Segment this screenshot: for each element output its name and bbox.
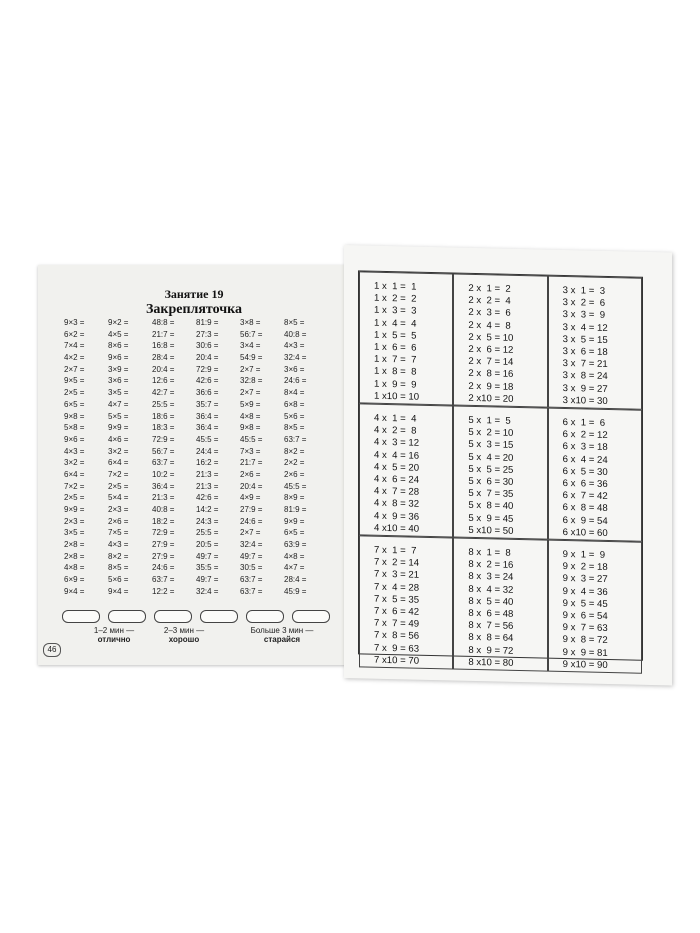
- rating-grade: старайся: [263, 635, 301, 644]
- multiplication-fact: 1 x 6 = 6: [374, 341, 417, 354]
- drill-problem: 24:6 =: [152, 563, 175, 573]
- drill-problem: 20:4 =: [152, 364, 175, 374]
- drill-problem: 7×2 =: [108, 469, 129, 479]
- multiplication-fact: 3 x10 = 30: [562, 394, 608, 407]
- multiplication-fact: 1 x 7 = 7: [374, 353, 417, 366]
- drill-problem: 5×5 =: [108, 411, 129, 421]
- drill-problem: 63:7 =: [152, 575, 175, 585]
- drill-problem: 7×5 =: [108, 528, 129, 538]
- drill-problem: 81:9 =: [196, 318, 219, 327]
- drill-problem: 8×2 =: [108, 551, 129, 561]
- multiplication-fact: 9 x10 = 90: [562, 658, 608, 671]
- drill-problem: 36:4 =: [152, 481, 175, 491]
- answer-box: [108, 610, 146, 623]
- drill-problem: 2×7 =: [240, 364, 261, 374]
- drill-problem: 8×2 =: [284, 446, 305, 456]
- drill-exercise-grid: [64, 317, 328, 607]
- multiplication-block: [453, 406, 547, 540]
- drill-problem: 5×6 =: [284, 411, 305, 421]
- multiplication-fact: 4 x 6 = 24: [374, 473, 420, 486]
- page-number: 46: [43, 643, 61, 657]
- drill-problem: 2×5 =: [64, 493, 85, 503]
- drill-problem: 3×9 =: [108, 364, 129, 374]
- drill-problem: 9×9 =: [108, 423, 129, 433]
- multiplication-fact: 3 x 4 = 12: [562, 321, 608, 334]
- multiplication-fact: 9 x 2 = 18: [562, 561, 608, 574]
- drill-problem: 27:3 =: [196, 329, 219, 339]
- drill-problem: 40:8 =: [284, 329, 307, 339]
- multiplication-fact: 9 x 3 = 27: [562, 573, 608, 586]
- multiplication-fact: 6 x10 = 60: [562, 526, 608, 539]
- multiplication-fact: 7 x10 = 70: [374, 654, 420, 667]
- multiplication-fact: 8 x 6 = 48: [468, 607, 514, 620]
- multiplication-fact: 6 x 3 = 18: [562, 441, 608, 454]
- rating-grade: отлично: [97, 635, 131, 644]
- drill-problem: 32:8 =: [240, 376, 263, 386]
- multiplication-fact: 4 x 4 = 16: [374, 449, 420, 462]
- drill-problem: 45:9 =: [284, 586, 307, 596]
- drill-problem: 72:9 =: [196, 364, 219, 374]
- drill-problem: 3×2 =: [108, 446, 129, 456]
- drill-problem: 3×8 =: [240, 318, 261, 327]
- drill-problem: 24:4 =: [196, 446, 219, 456]
- multiplication-fact: 2 x 9 = 18: [468, 380, 514, 393]
- drill-problem: 45:5 =: [240, 434, 263, 444]
- drill-problem: 21:7 =: [240, 458, 263, 468]
- drill-problem: 5×4 =: [108, 493, 129, 503]
- drill-problem: 6×2 =: [64, 329, 85, 339]
- multiplication-block: [453, 538, 547, 672]
- answer-box: [292, 610, 330, 623]
- drill-problem: 2×3 =: [108, 505, 129, 514]
- multiplication-fact: 5 x 9 = 45: [468, 512, 514, 525]
- multiplication-fact: 3 x 7 = 21: [562, 358, 608, 371]
- multiplication-fact: 7 x 2 = 14: [374, 556, 420, 569]
- multiplication-fact: 2 x 6 = 12: [468, 343, 514, 356]
- multiplication-fact: 9 x 9 = 81: [562, 646, 608, 659]
- multiplication-fact: 6 x 6 = 36: [562, 478, 608, 491]
- drill-problem: 9×6 =: [108, 353, 129, 363]
- multiplication-fact: 5 x 1 = 5: [468, 414, 511, 427]
- drill-problem: 9×9 =: [64, 505, 85, 514]
- multiplication-fact: 6 x 1 = 6: [562, 416, 606, 429]
- drill-problem: 63:7 =: [152, 458, 175, 468]
- multiplication-fact: 2 x 7 = 14: [468, 356, 514, 369]
- drill-problem: 9×4 =: [64, 586, 85, 596]
- drill-problem: 4×3 =: [64, 446, 85, 456]
- multiplication-fact: 7 x 1 = 7: [374, 544, 417, 557]
- drill-problem: 49:7 =: [240, 551, 263, 561]
- drill-problem: 36:4 =: [196, 411, 219, 421]
- drill-problem: 8×6 =: [108, 341, 129, 351]
- drill-problem: 18:2 =: [152, 516, 175, 526]
- answer-box: [62, 610, 100, 623]
- drill-problem: 4×3 =: [108, 540, 129, 550]
- drill-problem: 3×6 =: [284, 364, 305, 374]
- drill-problem: 8×5 =: [284, 318, 305, 327]
- multiplication-fact: 7 x 8 = 56: [374, 630, 420, 643]
- multiplication-fact: 8 x 4 = 32: [468, 583, 514, 596]
- drill-problem: 6×9 =: [64, 575, 85, 585]
- drill-problem: 35:7 =: [196, 399, 219, 409]
- drill-problem: 42:6 =: [196, 376, 219, 386]
- drill-problem: 2×7 =: [240, 528, 261, 538]
- multiplication-fact: 1 x 5 = 5: [374, 329, 417, 342]
- drill-problem: 63:7 =: [284, 434, 307, 444]
- multiplication-block: [453, 273, 547, 407]
- drill-problem: 21:3 =: [152, 493, 175, 503]
- multiplication-fact: 8 x 2 = 16: [468, 559, 514, 572]
- drill-problem: 9×8 =: [240, 423, 261, 433]
- multiplication-fact: 2 x10 = 20: [468, 392, 514, 405]
- multiplication-fact: 2 x 2 = 4: [468, 295, 511, 307]
- drill-problem: 9×4 =: [108, 586, 129, 596]
- multiplication-fact: 8 x 9 = 72: [468, 644, 514, 657]
- multiplication-fact: 1 x 8 = 8: [374, 366, 417, 379]
- rating-good: [154, 626, 214, 644]
- drill-problem: 21:3 =: [196, 469, 219, 479]
- drill-problem: 16:2 =: [196, 458, 219, 468]
- drill-problem: 6×5 =: [284, 528, 305, 538]
- drill-problem: 2×2 =: [284, 458, 305, 468]
- drill-problem: 3×5 =: [108, 388, 129, 398]
- drill-problem: 49:7 =: [196, 551, 219, 561]
- drill-problem: 4×8 =: [64, 563, 85, 573]
- drill-problem: 9×8 =: [64, 411, 85, 421]
- drill-problem: 81:9 =: [284, 505, 307, 514]
- drill-problem: 9×6 =: [64, 434, 85, 444]
- drill-problem: 2×7 =: [240, 388, 261, 398]
- drill-problem: 56:7 =: [152, 446, 175, 456]
- drill-problem: 63:7 =: [240, 586, 263, 596]
- drill-problem: 25:5 =: [152, 399, 175, 409]
- drill-problem: 14:2 =: [196, 505, 219, 514]
- drill-problem: 28:4 =: [152, 353, 175, 363]
- multiplication-fact: 2 x 3 = 6: [468, 307, 511, 320]
- multiplication-fact: 5 x 7 = 35: [468, 488, 514, 501]
- multiplication-fact: 5 x10 = 50: [468, 524, 514, 537]
- drill-problem: 16:8 =: [152, 341, 175, 351]
- drill-problem: 40:8 =: [152, 505, 175, 514]
- drill-problem: 4×7 =: [284, 563, 305, 573]
- multiplication-fact: 8 x 1 = 8: [468, 546, 511, 559]
- drill-problem: 4×5 =: [108, 329, 129, 339]
- multiplication-fact: 1 x 9 = 9: [374, 378, 417, 391]
- drill-problem: 21:3 =: [196, 481, 219, 491]
- drill-problem: 27:9 =: [240, 505, 263, 514]
- multiplication-fact: 9 x 4 = 36: [562, 585, 608, 598]
- multiplication-fact: 9 x 7 = 63: [562, 622, 608, 635]
- multiplication-fact: 7 x 9 = 63: [374, 642, 420, 655]
- drill-problem: 9×5 =: [64, 376, 85, 386]
- drill-problem: 20:5 =: [196, 540, 219, 550]
- drill-problem: 63:9 =: [284, 540, 307, 550]
- multiplication-fact: 1 x 4 = 4: [374, 317, 417, 330]
- multiplication-fact: 2 x 8 = 16: [468, 368, 514, 381]
- multiplication-fact: 3 x 8 = 24: [562, 370, 608, 383]
- multiplication-fact: 7 x 6 = 42: [374, 605, 420, 618]
- drill-problem: 9×9 =: [284, 516, 305, 526]
- drill-problem: 2×8 =: [64, 540, 85, 550]
- drill-problem: 3×5 =: [64, 528, 85, 538]
- multiplication-fact: 1 x10 = 10: [374, 390, 420, 403]
- multiplication-fact: 4 x 3 = 12: [374, 437, 420, 450]
- left-page: [38, 265, 350, 665]
- drill-problem: 2×7 =: [64, 364, 85, 374]
- multiplication-fact: 6 x 5 = 30: [562, 465, 608, 478]
- drill-problem: 45:5 =: [284, 481, 307, 491]
- multiplication-fact: 6 x 2 = 12: [562, 429, 608, 442]
- multiplication-block: [548, 540, 642, 674]
- drill-problem: 24:3 =: [196, 516, 219, 526]
- multiplication-block: [359, 535, 453, 669]
- multiplication-fact: 7 x 7 = 49: [374, 617, 420, 630]
- multiplication-block: [359, 271, 453, 405]
- multiplication-fact: 3 x 3 = 9: [562, 309, 606, 322]
- drill-problem: 56:7 =: [240, 329, 263, 339]
- multiplication-fact: 8 x 8 = 64: [468, 632, 514, 645]
- drill-problem: 7×4 =: [64, 341, 85, 351]
- drill-problem: 7×3 =: [240, 446, 261, 456]
- multiplication-fact: 9 x 8 = 72: [562, 634, 608, 647]
- multiplication-fact: 8 x10 = 80: [468, 656, 514, 669]
- drill-problem: 4×7 =: [108, 399, 129, 409]
- drill-problem: 36:6 =: [196, 388, 219, 398]
- drill-problem: 18:6 =: [152, 411, 175, 421]
- multiplication-fact: 8 x 3 = 24: [468, 571, 514, 584]
- multiplication-block: [548, 408, 642, 542]
- drill-problem: 6×4 =: [108, 458, 129, 468]
- drill-problem: 25:5 =: [196, 528, 219, 538]
- drill-problem: 4×8 =: [284, 551, 305, 561]
- drill-problem: 10:2 =: [152, 469, 175, 479]
- multiplication-fact: 5 x 2 = 10: [468, 427, 514, 440]
- multiplication-fact: 5 x 5 = 25: [468, 463, 514, 476]
- drill-problem: 2×6 =: [284, 469, 305, 479]
- drill-problem: 4×3 =: [284, 341, 305, 351]
- multiplication-fact: 3 x 1 = 3: [562, 284, 606, 297]
- multiplication-fact: 4 x10 = 40: [374, 522, 420, 535]
- drill-problem: 54:9 =: [240, 353, 263, 363]
- drill-problem: 2×5 =: [108, 481, 129, 491]
- drill-problem: 21:7 =: [152, 329, 175, 339]
- drill-problem: 4×2 =: [64, 353, 85, 363]
- drill-problem: 2×8 =: [64, 551, 85, 561]
- drill-problem: 4×9 =: [240, 493, 261, 503]
- multiplication-fact: 6 x 9 = 54: [562, 514, 608, 527]
- multiplication-fact: 3 x 2 = 6: [562, 297, 606, 310]
- drill-problem: 12:2 =: [152, 586, 175, 596]
- rating-try-harder: [236, 626, 328, 644]
- drill-problem: 3×6 =: [108, 376, 129, 386]
- drill-problem: 42:6 =: [196, 493, 219, 503]
- multiplication-fact: 9 x 6 = 54: [562, 610, 608, 623]
- drill-problem: 3×2 =: [64, 458, 85, 468]
- multiplication-fact: 9 x 5 = 45: [562, 597, 608, 610]
- drill-problem: 18:3 =: [152, 423, 175, 433]
- rating-excellent: [86, 626, 142, 644]
- multiplication-block: [548, 276, 642, 410]
- multiplication-fact: 7 x 5 = 35: [374, 593, 420, 606]
- multiplication-fact: 4 x 7 = 28: [374, 485, 420, 498]
- drill-problem: 8×5 =: [108, 563, 129, 573]
- drill-problem: 2×5 =: [64, 388, 85, 398]
- multiplication-fact: 2 x 5 = 10: [468, 331, 514, 344]
- drill-problem: 20:4 =: [196, 353, 219, 363]
- multiplication-fact: 6 x 4 = 24: [562, 453, 608, 466]
- drill-problem: 32:4 =: [240, 540, 263, 550]
- multiplication-fact: 9 x 1 = 9: [562, 549, 606, 561]
- multiplication-fact: 4 x 5 = 20: [374, 461, 420, 474]
- multiplication-fact: 2 x 1 = 2: [468, 282, 511, 295]
- drill-problem: 5×6 =: [108, 575, 129, 585]
- drill-problem: 3×4 =: [240, 341, 261, 351]
- drill-problem: 45:5 =: [196, 434, 219, 444]
- rating-time: 1–2 мин —: [93, 626, 135, 635]
- multiplication-block: [359, 403, 453, 537]
- drill-problem: 27:9 =: [152, 540, 175, 550]
- drill-problem: 30:5 =: [240, 563, 263, 573]
- drill-problem: 42:7 =: [152, 388, 175, 398]
- multiplication-fact: 2 x 4 = 8: [468, 319, 511, 332]
- multiplication-fact: 8 x 7 = 56: [468, 620, 514, 633]
- multiplication-fact: 7 x 4 = 28: [374, 581, 420, 594]
- drill-problem: 2×3 =: [64, 516, 85, 526]
- rating-time: Больше 3 мин —: [250, 626, 314, 635]
- drill-problem: 35:5 =: [196, 563, 219, 573]
- drill-problem: 12:6 =: [152, 376, 175, 386]
- multiplication-fact: 4 x 2 = 8: [374, 424, 417, 437]
- drill-problem: 28:4 =: [284, 575, 307, 585]
- drill-problem: 6×5 =: [64, 399, 85, 409]
- drill-problem: 63:7 =: [240, 575, 263, 585]
- multiplication-fact: 5 x 3 = 15: [468, 439, 514, 452]
- multiplication-fact: 8 x 5 = 40: [468, 595, 514, 608]
- rating-time: 2–3 мин —: [163, 626, 205, 635]
- drill-problem: 32:4 =: [284, 353, 307, 363]
- drill-problem: 5×9 =: [240, 399, 261, 409]
- drill-problem: 7×2 =: [64, 481, 85, 491]
- multiplication-fact: 4 x 9 = 36: [374, 510, 420, 523]
- drill-problem: 8×5 =: [284, 423, 305, 433]
- drill-problem: 30:6 =: [196, 341, 219, 351]
- multiplication-fact: 7 x 3 = 21: [374, 569, 420, 582]
- multiplication-fact: 5 x 4 = 20: [468, 451, 514, 464]
- drill-problem: 8×4 =: [284, 388, 305, 398]
- right-page: [344, 245, 672, 685]
- multiplication-fact: 6 x 8 = 48: [562, 502, 608, 515]
- answer-box: [246, 610, 284, 623]
- lesson-subtitle: Закрепляточка: [145, 302, 243, 317]
- drill-problem: 2×6 =: [240, 469, 261, 479]
- multiplication-fact: 5 x 6 = 30: [468, 475, 514, 488]
- drill-problem: 4×6 =: [108, 434, 129, 444]
- drill-problem: 48:8 =: [152, 318, 175, 327]
- multiplication-fact: 4 x 8 = 32: [374, 498, 420, 511]
- drill-problem: 4×8 =: [240, 411, 261, 421]
- lesson-title: Занятие 19: [164, 287, 224, 301]
- drill-problem: 6×4 =: [64, 469, 85, 479]
- drill-problem: 5×8 =: [64, 423, 85, 433]
- drill-problem: 8×9 =: [284, 493, 305, 503]
- multiplication-fact: 3 x 6 = 18: [562, 345, 608, 359]
- drill-problem: 72:9 =: [152, 528, 175, 538]
- drill-problem: 20:4 =: [240, 481, 263, 491]
- drill-problem: 27:9 =: [152, 551, 175, 561]
- drill-problem: 36:4 =: [196, 423, 219, 433]
- multiplication-fact: 4 x 1 = 4: [374, 412, 417, 425]
- multiplication-fact: 6 x 7 = 42: [562, 490, 608, 503]
- drill-problem: 49:7 =: [196, 575, 219, 585]
- multiplication-fact: 1 x 1 = 1: [374, 280, 417, 293]
- multiplication-fact: 5 x 8 = 40: [468, 500, 514, 513]
- answer-box: [154, 610, 192, 623]
- drill-problem: 72:9 =: [152, 434, 175, 444]
- multiplication-fact: 1 x 3 = 3: [374, 305, 417, 318]
- rating-grade: хорошо: [168, 635, 200, 644]
- drill-problem: 9×3 =: [64, 318, 85, 327]
- drill-problem: 32:4 =: [196, 586, 219, 596]
- multiplication-fact: 3 x 5 = 15: [562, 333, 608, 346]
- drill-problem: 6×8 =: [284, 399, 305, 409]
- drill-problem: 2×6 =: [108, 516, 129, 526]
- drill-problem: 24:6 =: [284, 376, 307, 386]
- answer-box: [200, 610, 238, 623]
- multiplication-table: [358, 270, 643, 671]
- drill-problem: 24:6 =: [240, 516, 263, 526]
- drill-problem: 9×2 =: [108, 318, 129, 327]
- multiplication-fact: 1 x 2 = 2: [374, 292, 417, 305]
- multiplication-fact: 3 x 9 = 27: [562, 382, 608, 395]
